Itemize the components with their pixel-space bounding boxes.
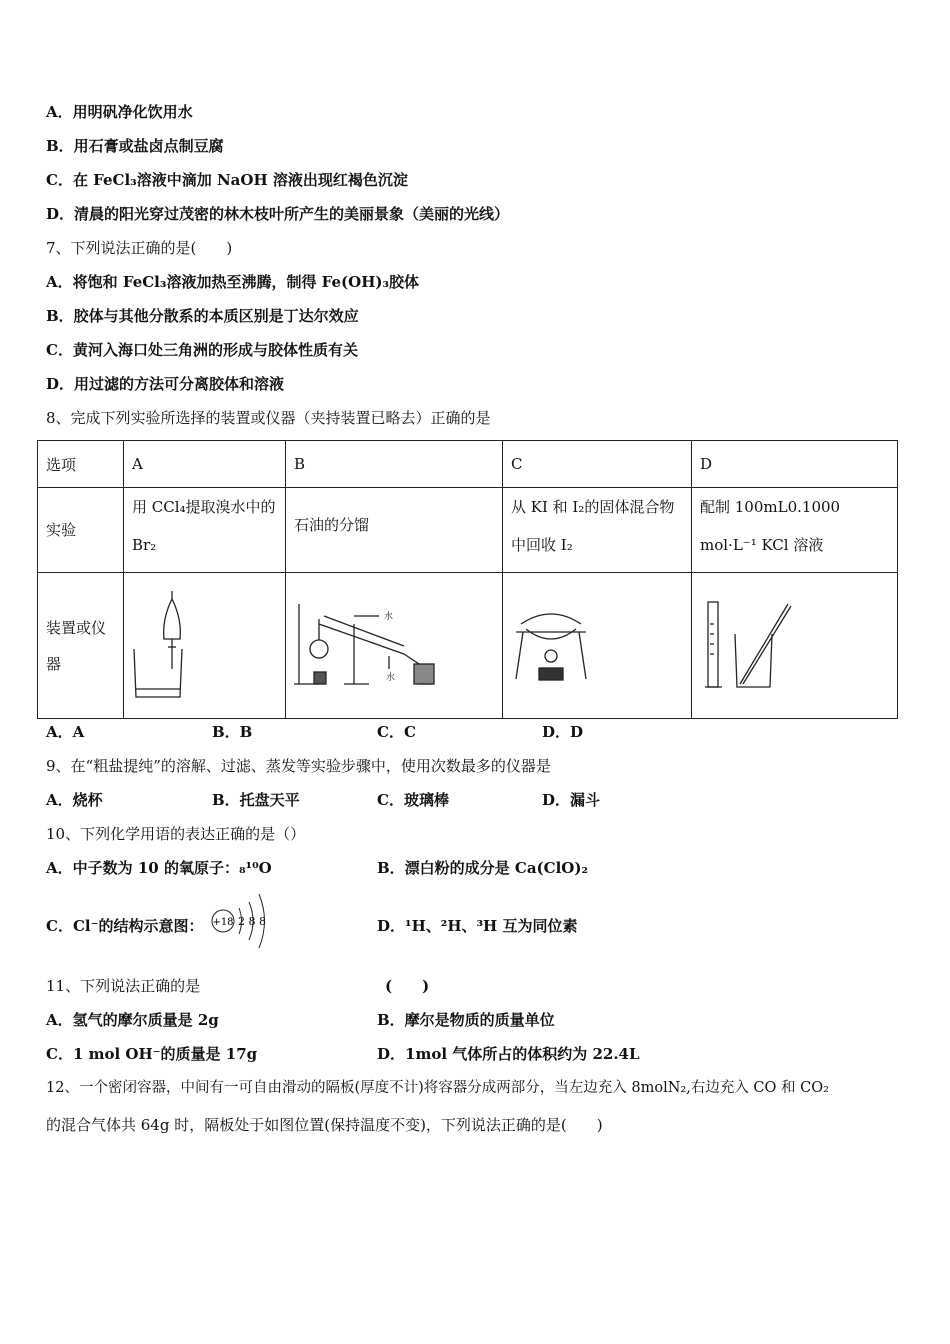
q7-option-a: A．将饱和 FeCl₃溶液加热至沸腾，制得 Fe(OH)₃胶体 <box>46 273 420 291</box>
q6-option-d: D．清晨的阳光穿过茂密的林木枝叶所产生的美丽景象（美丽的光线） <box>46 205 510 223</box>
q9-stem: 9、在“粗盐提纯”的溶解、过滤、蒸发等实验步骤中，使用次数最多的仪器是 <box>46 757 551 775</box>
experiment-b: 石油的分馏 <box>286 488 503 573</box>
q11-bracket: ( ) <box>385 977 430 995</box>
apparatus-d <box>692 573 898 719</box>
q8-option-d: D．D <box>542 723 584 741</box>
apparatus-b <box>286 573 503 719</box>
experiment-c: 从 KI 和 I₂的固体混合物中回收 I₂ <box>503 488 692 573</box>
q10-option-d: D．¹H、²H、³H 互为同位素 <box>377 917 578 935</box>
q11-option-a: A．氢气的摩尔质量是 2g <box>46 1011 219 1029</box>
q7-option-b: B．胶体与其他分散系的本质区别是丁达尔效应 <box>46 307 359 325</box>
header-b: B <box>286 441 503 488</box>
header-d: D <box>692 441 898 488</box>
separatory-funnel-icon <box>132 589 192 699</box>
q10-option-a: A．中子数为 10 的氧原子：₈¹⁰O <box>46 859 272 877</box>
q7-stem: 7、下列说法正确的是( ) <box>46 239 233 257</box>
q12-line-1: 12、一个密闭容器，中间有一可自由滑动的隔板(厚度不计)将容器分成两部分，当左边充入 8molN₂,右边充入 CO 和 CO₂ <box>46 1080 829 1096</box>
q8-stem: 8、完成下列实验所选择的装置或仪器（夹持装置已略去）正确的是 <box>46 409 491 427</box>
distillation-apparatus-icon <box>294 594 444 694</box>
q11-option-d: D．1mol 气体所占的体积约为 22.4L <box>377 1045 640 1063</box>
svg-text:+18: +18 <box>212 917 234 928</box>
apparatus-c <box>503 573 692 719</box>
volumetric-flask-beaker-icon <box>700 594 800 694</box>
cl-ion-structure-diagram <box>208 888 278 950</box>
q6-option-c: C．在 FeCl₃溶液中滴加 NaOH 溶液出现红褐色沉淀 <box>46 171 408 189</box>
header-option: 选项 <box>38 441 124 488</box>
q9-option-d: D．漏斗 <box>542 791 601 809</box>
q6-option-b: B．用石膏或盐卤点制豆腐 <box>46 137 224 155</box>
q8-table <box>37 440 898 719</box>
q7-option-d: D．用过滤的方法可分离胶体和溶液 <box>46 375 285 393</box>
row-apparatus-label: 装置或仪器 <box>38 573 124 719</box>
q8-option-c: C．C <box>377 723 416 741</box>
q9-option-c: C．玻璃棒 <box>377 791 449 809</box>
q11-stem: 11、下列说法正确的是 <box>46 977 201 995</box>
apparatus-a <box>124 573 286 719</box>
experiment-d: 配制 100mL0.1000 mol·L⁻¹ KCl 溶液 <box>692 488 898 573</box>
q8-option-b: B．B <box>212 723 253 741</box>
svg-text:2 8 8: 2 8 8 <box>238 915 266 928</box>
q12-line-2: 的混合气体共 64g 时，隔板处于如图位置(保持温度不变)，下列说法正确的是( ) <box>46 1116 603 1134</box>
q9-option-a: A．烧杯 <box>46 791 103 809</box>
q10-stem: 10、下列化学用语的表达正确的是（） <box>46 825 306 843</box>
q6-option-a: A．用明矾净化饮用水 <box>46 103 193 121</box>
q8-option-a: A．A <box>46 723 85 741</box>
q10-option-c: C．Cl⁻的结构示意图： <box>46 917 204 935</box>
row-experiment-label: 实验 <box>38 488 124 573</box>
svg-text:水: 水 <box>384 611 394 622</box>
header-a: A <box>124 441 286 488</box>
sublimation-apparatus-icon <box>511 594 591 694</box>
q10-option-b: B．漂白粉的成分是 Ca(ClO)₂ <box>377 859 589 877</box>
header-c: C <box>503 441 692 488</box>
q7-option-c: C．黄河入海口处三角洲的形成与胶体性质有关 <box>46 341 358 359</box>
experiment-a: 用 CCl₄提取溴水中的 Br₂ <box>124 488 286 573</box>
q11-option-c: C．1 mol OH⁻的质量是 17g <box>46 1045 258 1063</box>
q9-option-b: B．托盘天平 <box>212 791 300 809</box>
svg-text:水: 水 <box>386 672 396 683</box>
q11-option-b: B．摩尔是物质的质量单位 <box>377 1011 555 1029</box>
